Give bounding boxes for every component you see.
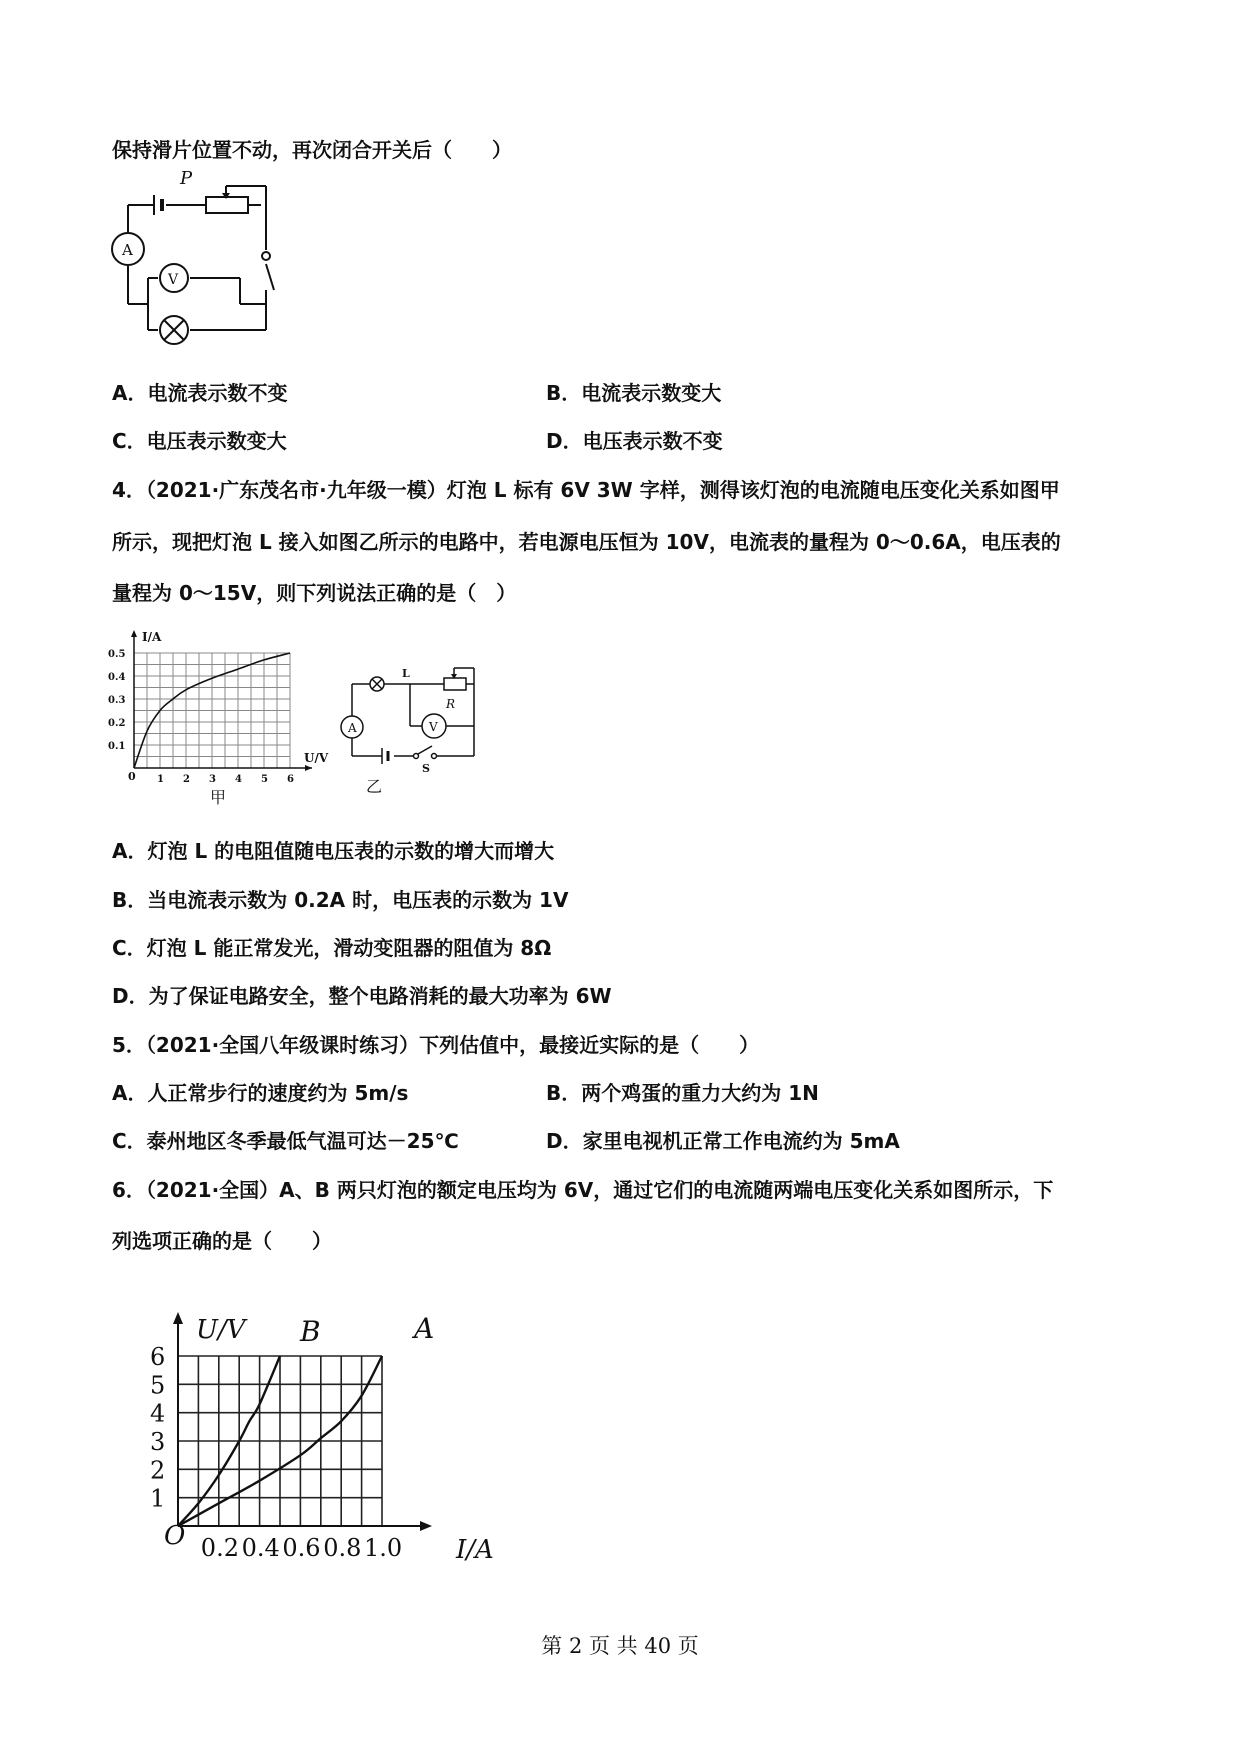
q4-switch-label: S (422, 762, 430, 775)
q6-ytick-label: 3 (150, 1428, 166, 1456)
q6-ytick-label: 2 (150, 1456, 166, 1485)
q6-xtick-label: 1.0 (364, 1534, 403, 1562)
q4-xtick-label: 4 (235, 774, 242, 785)
q6-ytick-label: 1 (150, 1484, 166, 1513)
q6-graph-ylabel: U/V (196, 1315, 246, 1345)
q5-option-b[interactable]: B．两个鸡蛋的重力大约为 1N (546, 1081, 819, 1105)
q5-option-d[interactable]: D．家里电视机正常工作电流约为 5mA (546, 1129, 900, 1153)
q6-stem-line1: 6．（2021·全国）A、B 两只灯泡的额定电压均为 6V，通过它们的电流随两端电压变化关系如图所示，下 (112, 1178, 1054, 1202)
q4-xtick-label: 6 (287, 774, 294, 785)
q4-voltmeter-label: V (429, 720, 438, 734)
q6-curve-b-label: B (300, 1315, 321, 1348)
q6-curve-a-label: A (414, 1312, 435, 1345)
q4-rheostat-label: R (446, 697, 456, 711)
q5-option-a[interactable]: A．人正常步行的速度约为 5m/s (112, 1081, 409, 1105)
q6-xtick-label: 0.4 (241, 1534, 280, 1562)
q3-option-a[interactable]: A．电流表示数不变 (112, 381, 288, 405)
q3-option-b[interactable]: B．电流表示数变大 (546, 381, 722, 405)
q4-xtick-label: 5 (261, 774, 268, 785)
q4-option-b[interactable]: B．当电流表示数为 0.2A 时，电压表的示数为 1V (112, 888, 569, 912)
q6-stem-line2: 列选项正确的是（ ） (112, 1229, 332, 1253)
q6-xtick-label: 0.8 (323, 1534, 362, 1562)
q6-graph (150, 1310, 510, 1570)
q4-option-d[interactable]: D．为了保证电路安全，整个电路消耗的最大功率为 6W (112, 984, 612, 1008)
q3-stem-tail: 保持滑片位置不动，再次闭合开关后（ ） (112, 138, 512, 162)
q3-voltmeter-label: V (168, 272, 179, 288)
q4-y-arrow (131, 630, 137, 637)
q4-ytick-label: 0.3 (108, 695, 126, 706)
q5-stem: 5．（2021·全国八年级课时练习）下列估值中，最接近实际的是（ ） (112, 1033, 760, 1057)
page-footer: 第 2 页 共 40 页 (541, 1634, 699, 1658)
q3-ammeter-label: A (122, 241, 133, 259)
q3-circuit-diagram (106, 168, 276, 360)
q4-option-a[interactable]: A．灯泡 L 的电阻值随电压表的示数的增大而增大 (112, 839, 555, 863)
q4-option-c[interactable]: C．灯泡 L 能正常发光，滑动变阻器的阻值为 8Ω (112, 936, 552, 960)
q4-graph-ylabel: I/A (142, 630, 162, 644)
q6-ytick-label: 6 (150, 1343, 166, 1371)
q4-stem-line1: 4．（2021·广东茂名市·九年级一模）灯泡 L 标有 6V 3W 字样，测得该灯泡的电流随电压变化关系如图甲 (112, 478, 1060, 502)
q4-graph-xlabel: U/V (304, 751, 329, 765)
q4-ytick-label: 0.2 (108, 718, 126, 729)
q4-lamp-label: L (402, 667, 410, 680)
q6-ytick-label: 4 (150, 1399, 166, 1428)
q4-stem-line2: 所示，现把灯泡 L 接入如图乙所示的电路中，若电源电压恒为 10V，电流表的量程为 0～0.6A，电压表的 (112, 530, 1061, 554)
q4-xtick-label: 3 (209, 774, 216, 785)
q4-graph-origin: 0 (128, 770, 136, 783)
q6-graph-origin: O (164, 1521, 186, 1551)
q6-x-arrow (420, 1521, 432, 1531)
q3-option-d[interactable]: D．电压表示数不变 (546, 429, 723, 453)
q6-xtick-label: 0.2 (200, 1534, 239, 1562)
q6-graph-xlabel: I/A (456, 1535, 494, 1565)
q4-ytick-label: 0.1 (108, 741, 126, 752)
q4-xtick-label: 2 (183, 774, 190, 785)
q4-ytick-label: 0.5 (108, 649, 126, 660)
q4-x-arrow (305, 765, 312, 771)
q4-ammeter-label: A (348, 721, 357, 735)
q6-ytick-label: 5 (150, 1371, 166, 1400)
q3-label-p: P (180, 168, 193, 189)
q5-option-c[interactable]: C．泰州地区冬季最低气温可达－25℃ (112, 1129, 459, 1153)
q4-stem-line3: 量程为 0～15V，则下列说法正确的是（ ） (112, 581, 517, 605)
q4-xtick-label: 1 (157, 774, 164, 785)
q6-xtick-label: 0.6 (282, 1534, 321, 1562)
q6-y-arrow (173, 1312, 183, 1324)
q4-ytick-label: 0.4 (108, 672, 126, 683)
q4-graph-jia (108, 628, 338, 808)
q4-circuit-caption: 乙 (366, 777, 383, 796)
q4-graph-caption: 甲 (210, 788, 227, 807)
q3-option-c[interactable]: C．电压表示数变大 (112, 429, 287, 453)
q4-circuit-yi (342, 654, 492, 814)
